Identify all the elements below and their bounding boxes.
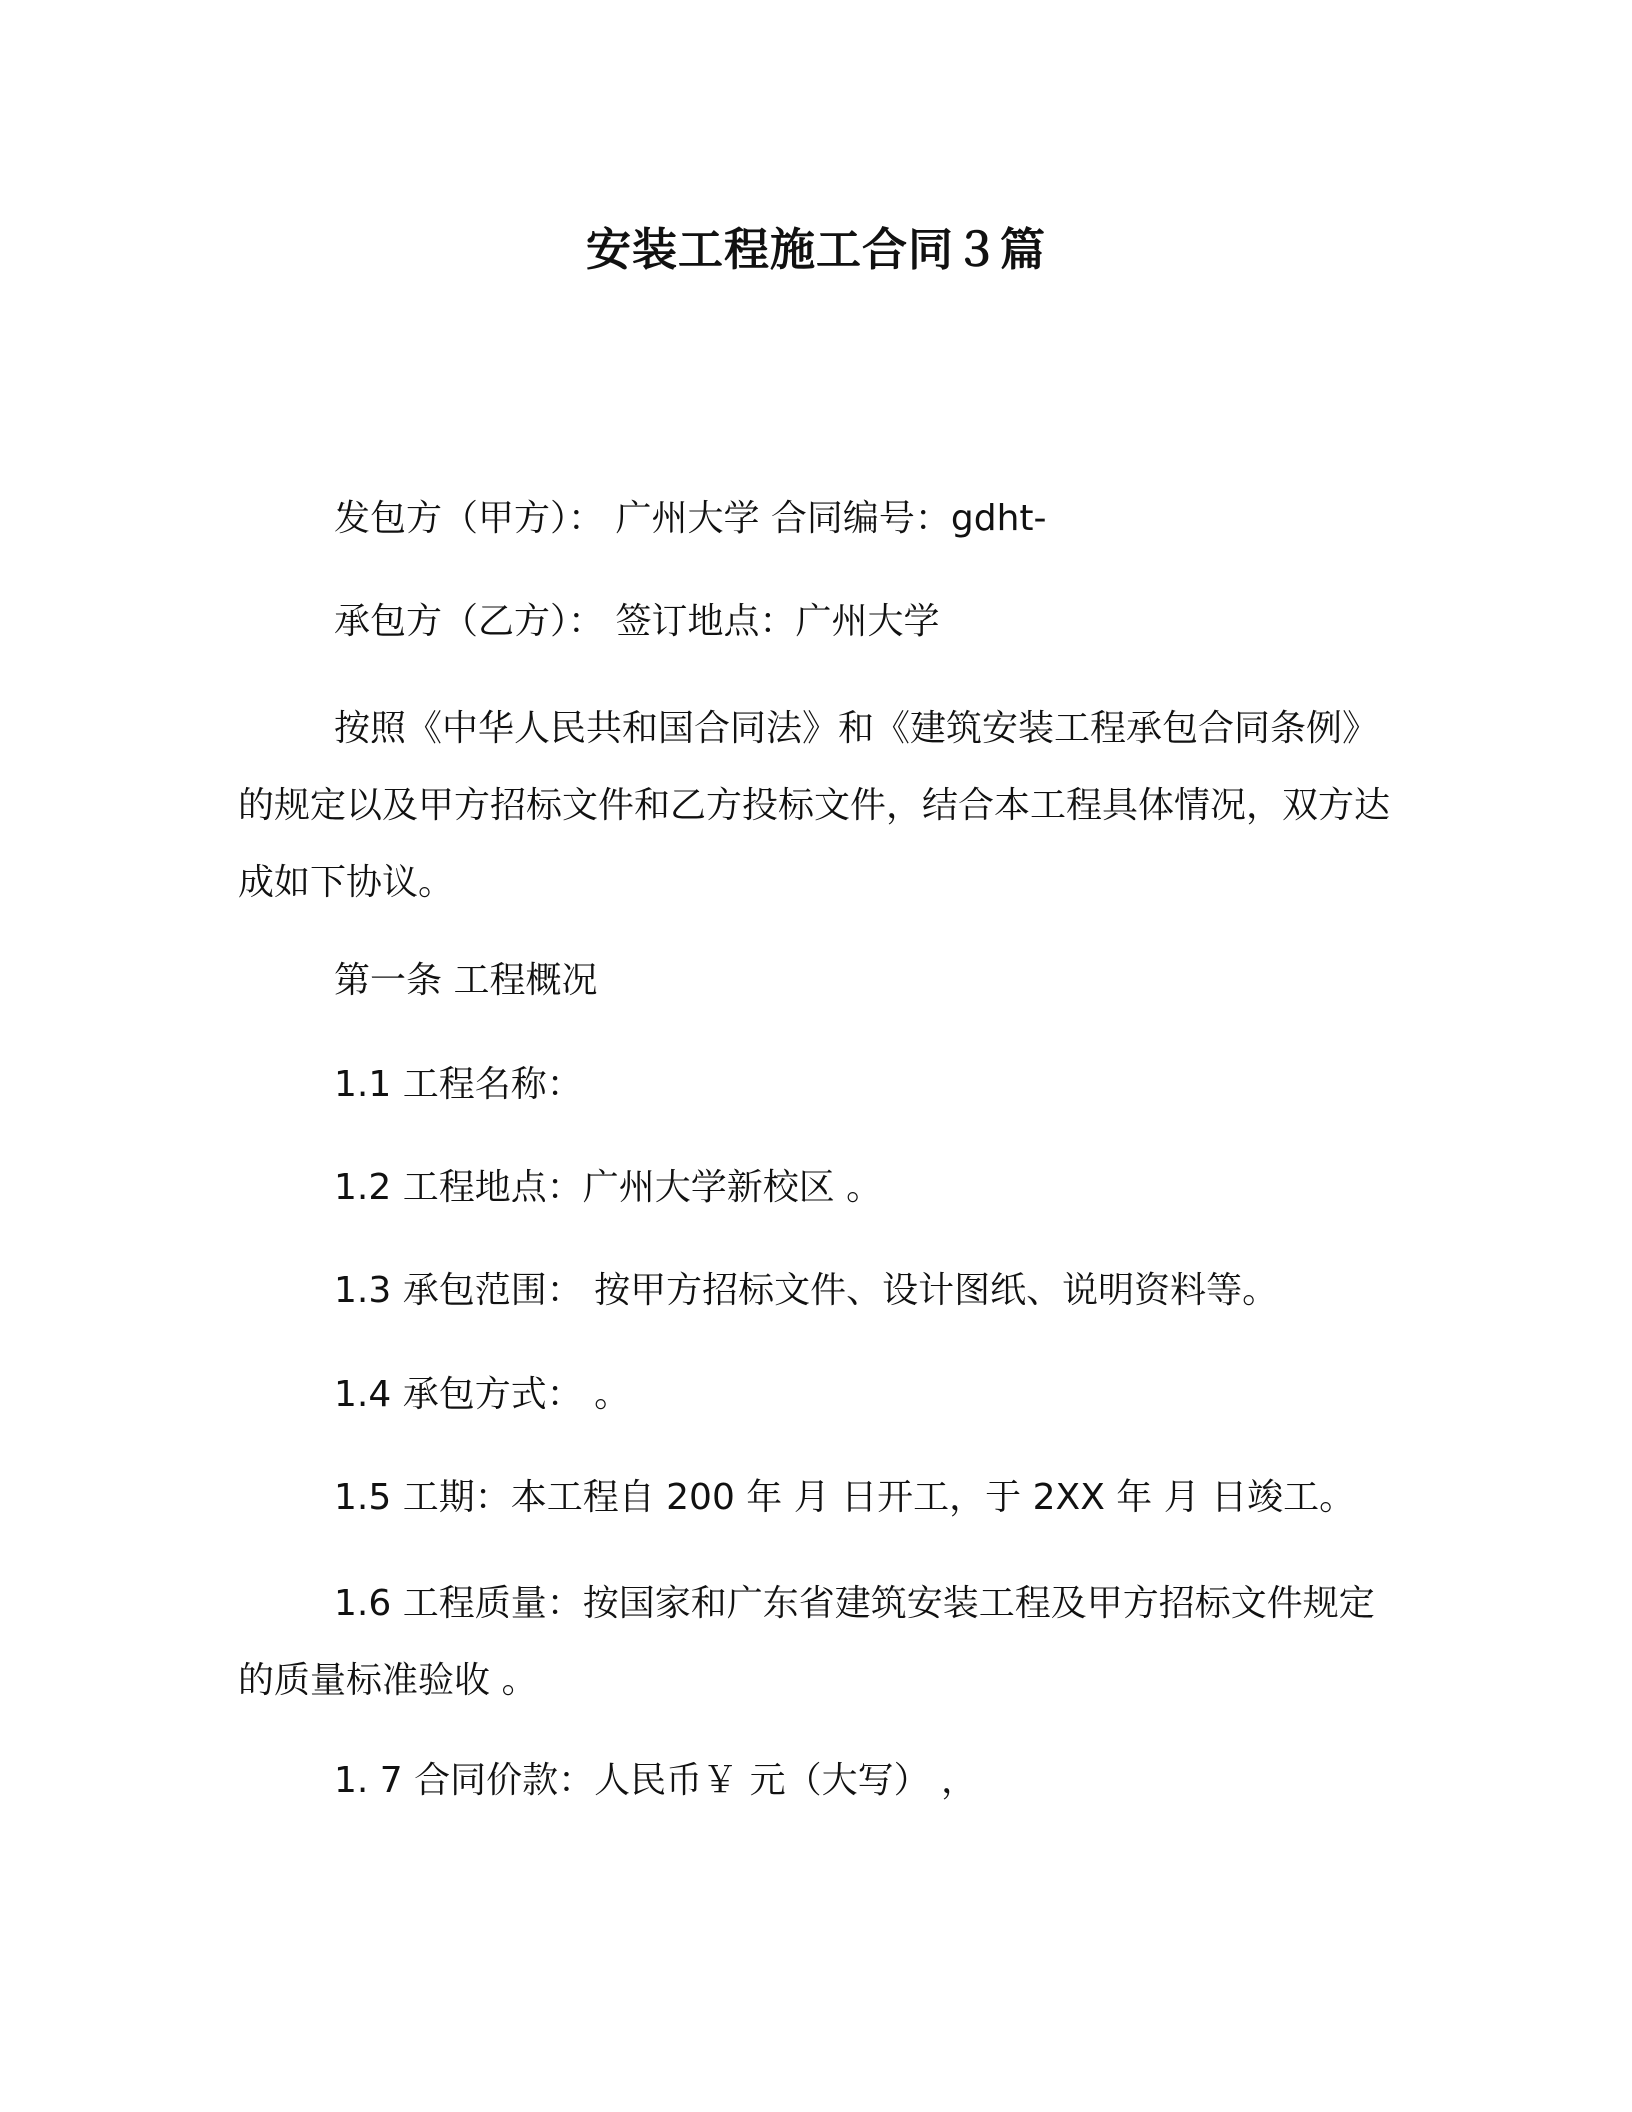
item-1-1: 1.1 工程名称： [334,1064,583,1105]
item-1-4: 1.4 承包方式： 。 [334,1374,631,1415]
article-1-heading: 第一条 工程概况 [334,960,598,1001]
client-line: 发包方（甲方）： 广州大学 合同编号：gdht- [334,498,1047,539]
preamble-paragraph: 按照《中华人民共和国合同法》和《建筑安装工程承包合同条例》的规定以及甲方招标文件和乙方投标文件，结合本工程具体情况，双方达成如下协议。 [238,708,1391,903]
item-1-3: 1.3 承包范围： 按甲方招标文件、设计图纸、说明资料等。 [334,1270,1279,1311]
contractor-line: 承包方（乙方）： 签订地点：广州大学 [334,601,940,642]
item-1-7: 1. 7 合同价款：人民币￥ 元（大写） ， [334,1760,978,1801]
item-1-5: 1.5 工期：本工程自 200 年 月 日开工，于 2XX 年 月 日竣工。 [334,1477,1356,1518]
item-1-6: 1.6 工程质量：按国家和广东省建筑安装工程及甲方招标文件规定的质量标准验收 。 [238,1583,1375,1701]
item-1-2: 1.2 工程地点：广州大学新校区 。 [334,1167,883,1208]
document-title: 安装工程施工合同３篇 [585,223,1046,276]
